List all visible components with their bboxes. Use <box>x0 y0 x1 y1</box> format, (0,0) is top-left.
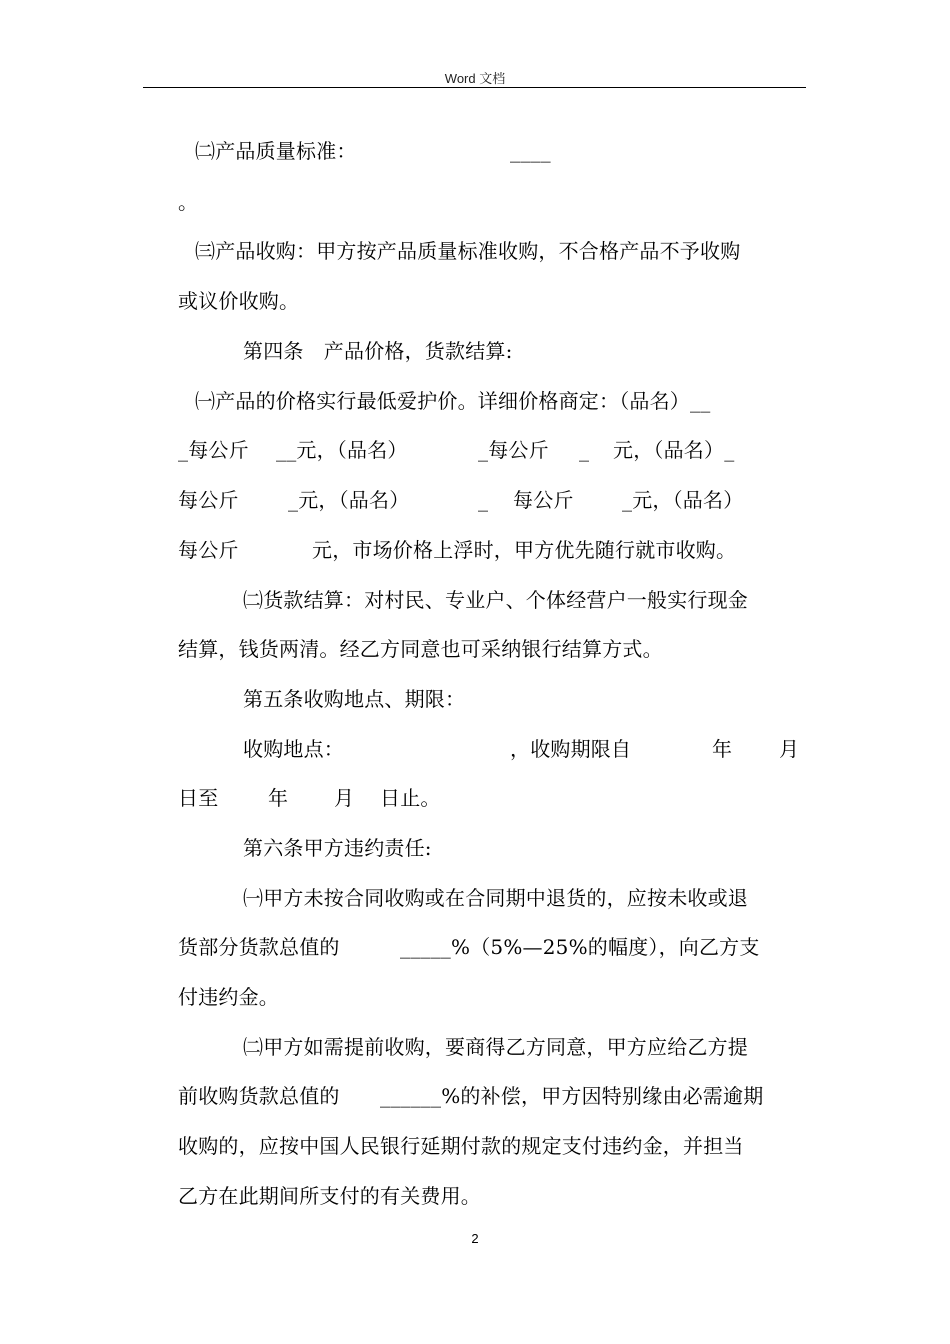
text-segment: 收购的，应按中国人民银行延期付款的规定支付违约金，并担当 <box>178 1134 744 1158</box>
text-segment: 每公斤 <box>178 488 239 512</box>
text-line <box>0 982 950 1012</box>
text-segment: _每公斤 <box>178 438 249 462</box>
text-segment: 结算，钱货两清。经乙方同意也可采纳银行结算方式。 <box>178 637 663 661</box>
text-segment: ㈡货款结算：对村民、专业户、个体经营户一般实行现金 <box>243 588 748 612</box>
text-segment: _元，（品名） <box>288 488 410 512</box>
text-segment: _ <box>579 438 590 462</box>
text-segment: 日止。 <box>380 786 441 810</box>
text-line <box>0 932 950 962</box>
blank-field: ____ <box>510 139 551 163</box>
text-segment: ㈠产品的价格实行最低爱护价。详细价格商定：（品名）__ <box>195 389 711 413</box>
text-segment: 第四条 产品价格，货款结算: <box>243 339 513 363</box>
page-header-title: Word 文档 <box>444 71 506 86</box>
article-5-heading <box>0 684 950 714</box>
text-segment: _元，（品名） <box>622 488 744 512</box>
text-segment: ，收购期限自 <box>510 737 632 761</box>
clause-4-2-line <box>0 585 950 615</box>
text-segment: 每公斤 <box>513 488 574 512</box>
price-line <box>0 485 950 515</box>
text-segment: 乙方在此期间所支付的有关费用。 <box>178 1184 481 1208</box>
clause-6-2-line <box>0 1032 950 1062</box>
text-segment: 前收购货款总值的 <box>178 1084 340 1108</box>
text-segment: ㈠甲方未按合同收购或在合同期中退货的，应按未收或退 <box>243 886 748 910</box>
text-line <box>0 286 950 316</box>
price-line <box>0 435 950 465</box>
text-segment: 收购地点： <box>243 737 344 761</box>
text-segment: _每公斤 <box>478 438 549 462</box>
text-segment: ______%的补偿，甲方因特别缘由必需逾期 <box>380 1084 764 1108</box>
text-segment: ㈡产品质量标准： <box>195 139 357 163</box>
text-segment: 日至 <box>178 786 219 810</box>
header-rule <box>143 87 806 88</box>
text-segment: 。 <box>178 190 199 214</box>
article-6-heading <box>0 833 950 863</box>
location-line <box>0 734 950 764</box>
text-segment: 年 <box>268 786 289 810</box>
text-segment: 年 <box>712 737 733 761</box>
page-number: 2 <box>471 1231 479 1246</box>
clause-4-1-line <box>0 386 950 416</box>
text-segment: 月 <box>334 786 355 810</box>
text-line <box>0 1181 950 1211</box>
text-segment: 第五条收购地点、期限： <box>243 687 466 711</box>
text-segment: 货部分货款总值的 <box>178 935 340 959</box>
text-segment: ㈡甲方如需提前收购，要商得乙方同意，甲方应给乙方提 <box>243 1035 748 1059</box>
clause-3-3-line <box>0 236 950 266</box>
text-line <box>0 634 950 664</box>
text-segment: 或议价收购。 <box>178 289 300 313</box>
text-segment: _ <box>478 488 489 512</box>
text-segment: 元，市场价格上浮时，甲方优先随行就市收购。 <box>312 538 737 562</box>
text-segment: 月 <box>779 737 800 761</box>
period-line <box>0 783 950 813</box>
text-segment: __元，（品名） <box>276 438 408 462</box>
text-line <box>0 1081 950 1111</box>
clause-3-2-line <box>0 136 950 166</box>
text-segment: ㈢产品收购：甲方按产品质量标准收购，不合格产品不予收购 <box>195 239 741 263</box>
price-line <box>0 535 950 565</box>
clause-6-1-line <box>0 883 950 913</box>
text-line <box>0 187 950 217</box>
text-segment: _____%（5%—25%的幅度），向乙方支 <box>400 935 760 959</box>
text-segment: 第六条甲方违约责任: <box>243 836 432 860</box>
text-segment: 每公斤 <box>178 538 239 562</box>
text-segment: 元，（品名）_ <box>613 438 735 462</box>
text-segment: 付违约金。 <box>178 985 279 1009</box>
article-4-heading <box>0 336 950 366</box>
text-line <box>0 1131 950 1161</box>
